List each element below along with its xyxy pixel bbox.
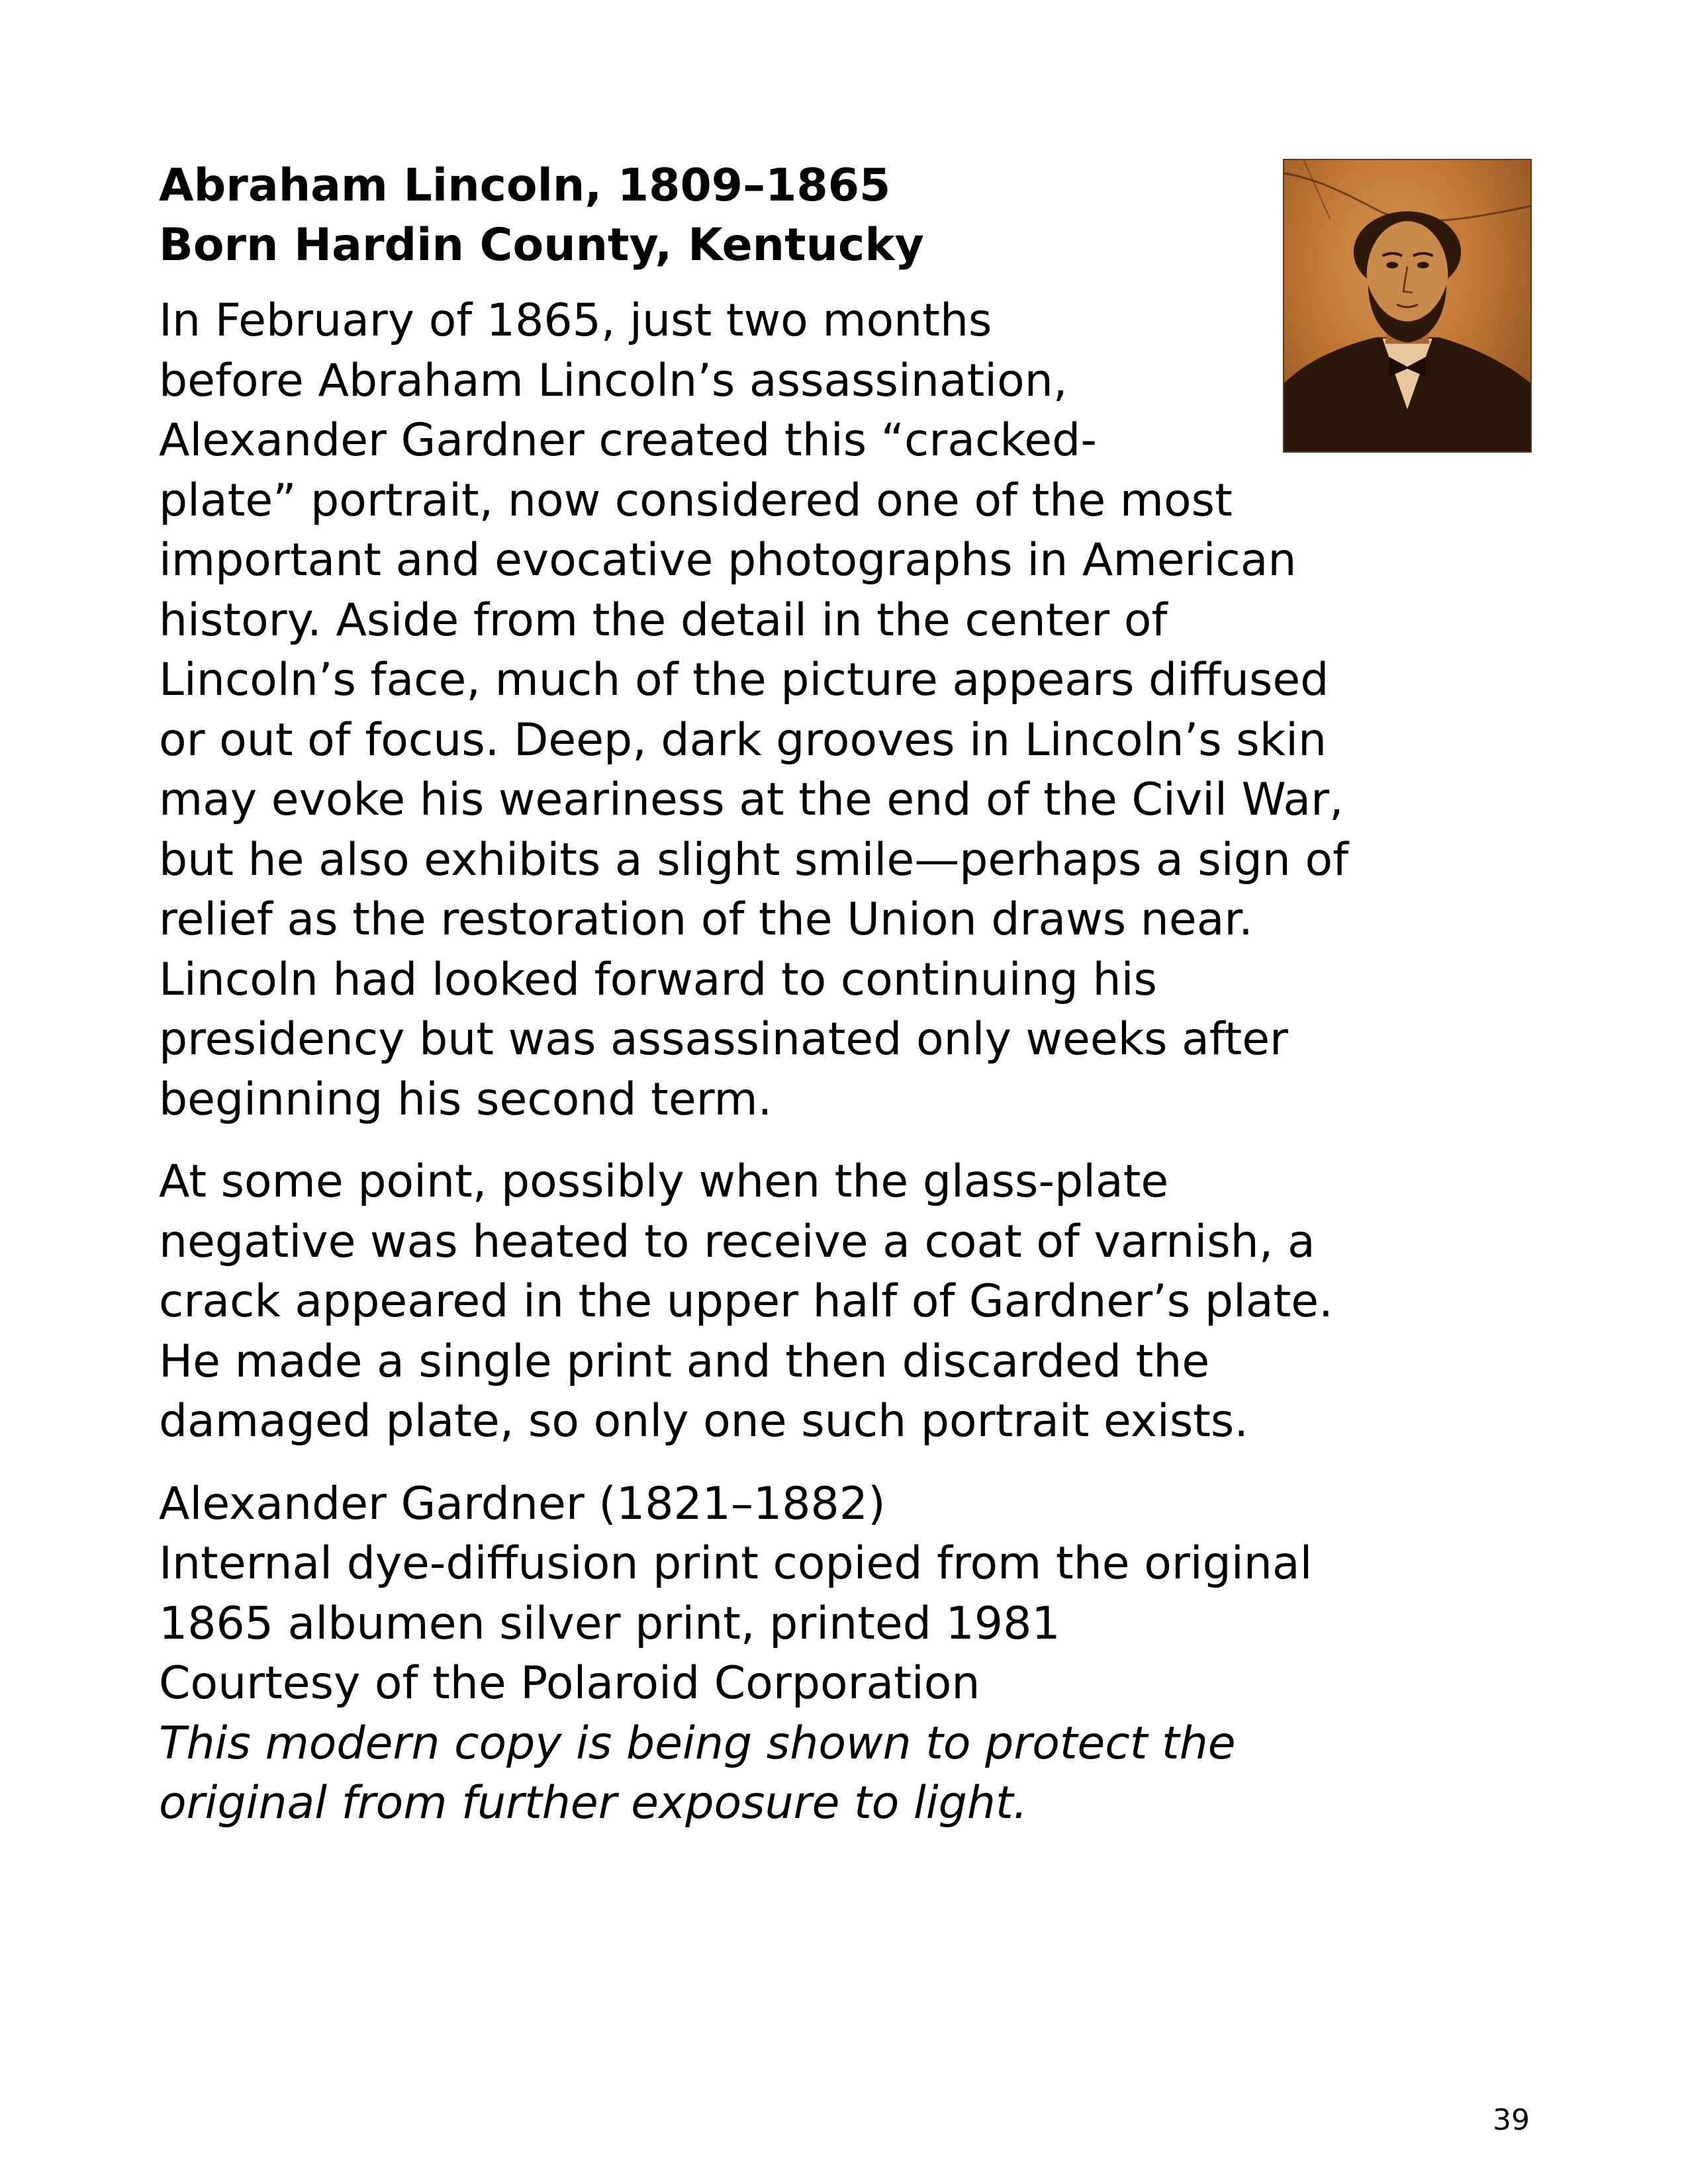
text-line: presidency but was assassinated only weeks after xyxy=(159,1013,1289,1066)
title-birthplace: Born Hardin County, Kentucky xyxy=(159,219,924,271)
text-line: In February of 1865, just two months xyxy=(159,295,992,347)
text-line: He made a single print and then discarded the xyxy=(159,1335,1210,1388)
title-name-dates: Abraham Lincoln, 1809–1865 xyxy=(159,159,891,212)
description-paragraph-1 xyxy=(159,291,1542,1130)
credit-courtesy: Courtesy of the Polaroid Corporation xyxy=(159,1657,980,1709)
text-line: crack appeared in the upper half of Gardner’s plate. xyxy=(159,1275,1333,1328)
artwork-credits xyxy=(159,1475,1542,1834)
page-number: 39 xyxy=(1493,2103,1530,2137)
text-line: Lincoln had looked forward to continuing his xyxy=(159,953,1157,1006)
text-line: important and evocative photographs in American xyxy=(159,534,1297,586)
credit-artist: Alexander Gardner (1821–1882) xyxy=(159,1477,886,1530)
text-line: relief as the restoration of the Union draws near. xyxy=(159,893,1253,946)
document-page xyxy=(159,156,1542,1834)
text-line: may evoke his weariness at the end of the Civil War, xyxy=(159,774,1344,826)
credit-note: original from further exposure to light. xyxy=(159,1777,1028,1829)
description-paragraph-2 xyxy=(159,1152,1542,1452)
text-line: plate” portrait, now considered one of the most xyxy=(159,474,1233,527)
text-line: but he also exhibits a slight smile—perhaps a sign of xyxy=(159,833,1349,886)
text-line: or out of focus. Deep, dark grooves in Lincoln’s skin xyxy=(159,713,1327,766)
credit-medium: Internal dye-diffusion print copied from the original xyxy=(159,1537,1313,1590)
text-line: negative was heated to receive a coat of varnish, a xyxy=(159,1215,1315,1268)
text-line: At some point, possibly when the glass-plate xyxy=(159,1156,1169,1208)
text-line: history. Aside from the detail in the center of xyxy=(159,594,1168,647)
text-line: beginning his second term. xyxy=(159,1073,773,1126)
text-line: Lincoln’s face, much of the picture appears diffused xyxy=(159,654,1329,706)
credit-note: This modern copy is being shown to protect the xyxy=(159,1717,1236,1770)
credit-medium: 1865 albumen silver print, printed 1981 xyxy=(159,1597,1060,1650)
text-line: Alexander Gardner created this “cracked- xyxy=(159,414,1097,467)
text-line: damaged plate, so only one such portrait exists. xyxy=(159,1395,1248,1447)
text-line: before Abraham Lincoln’s assassination, xyxy=(159,354,1068,407)
